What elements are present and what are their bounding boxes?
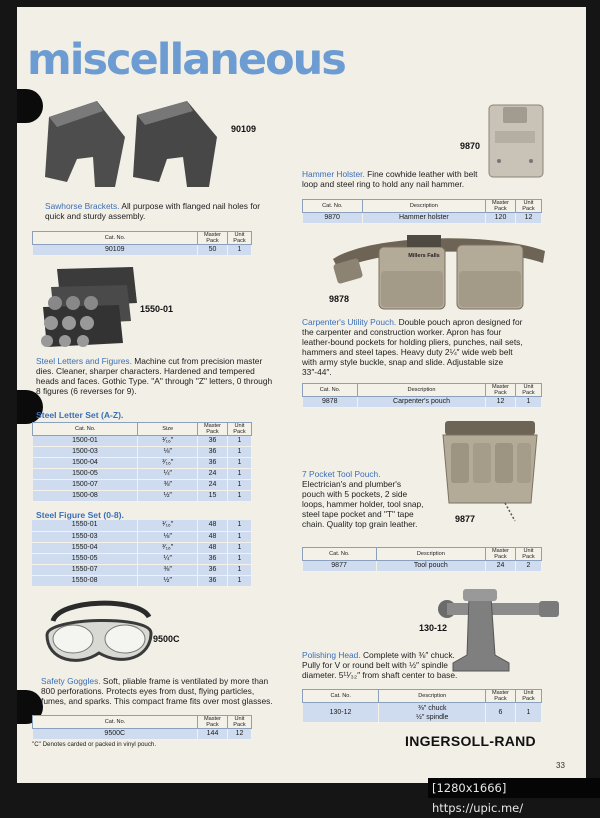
cell: 24 bbox=[198, 480, 228, 491]
product-text: Fine cowhide leather with belt loop and steel ring to hold any nail hammer. bbox=[302, 169, 478, 189]
cell: 48 bbox=[198, 531, 228, 542]
cell: 1500-05 bbox=[33, 469, 138, 480]
cell: 1500-07 bbox=[33, 480, 138, 491]
cell: 15 bbox=[198, 491, 228, 502]
cell: Tool pouch bbox=[376, 561, 485, 572]
sawhorse-brackets-image bbox=[37, 97, 237, 197]
table-row bbox=[32, 553, 252, 564]
cell: ½″ bbox=[138, 575, 198, 586]
col-header: Unit Pack bbox=[228, 716, 252, 729]
holster-table bbox=[302, 199, 542, 224]
table-row bbox=[33, 245, 252, 256]
polishing-table bbox=[302, 689, 542, 723]
product-heading: Carpenter's Utility Pouch. bbox=[302, 317, 397, 327]
col-header: Cat. No. bbox=[303, 548, 377, 561]
cell: 90109 bbox=[33, 245, 198, 256]
pouch-label: Millers Falls bbox=[408, 253, 440, 259]
col-header: Size bbox=[138, 423, 198, 436]
footnote: "C" Denotes carded or packed in vinyl pouch. bbox=[32, 741, 157, 748]
cell: 1 bbox=[228, 480, 252, 491]
cell: 9878 bbox=[303, 397, 358, 408]
table-row bbox=[32, 575, 252, 586]
table-row bbox=[33, 458, 252, 469]
tool-pouch-image bbox=[435, 417, 545, 523]
table-row bbox=[303, 561, 542, 572]
product-heading: Polishing Head. bbox=[302, 650, 361, 660]
col-header: Description bbox=[358, 384, 486, 397]
cell: 1500-08 bbox=[33, 491, 138, 502]
table-row bbox=[33, 491, 252, 502]
cell: ¼″ bbox=[138, 469, 198, 480]
col-header: Unit Pack bbox=[516, 690, 542, 703]
sawhorse-table bbox=[32, 231, 252, 256]
pouch-table bbox=[302, 383, 542, 408]
cell: 1500-04 bbox=[33, 458, 138, 469]
cell: 1 bbox=[228, 575, 252, 586]
cell: 1 bbox=[228, 458, 252, 469]
cell: 48 bbox=[198, 542, 228, 553]
product-code: 9878 bbox=[329, 294, 350, 304]
cell: 36 bbox=[198, 575, 228, 586]
cell: 144 bbox=[198, 729, 228, 740]
cell: 120 bbox=[486, 213, 516, 224]
cell: 24 bbox=[486, 561, 516, 572]
page-title: miscellaneous bbox=[27, 35, 345, 85]
cell: 9870 bbox=[303, 213, 363, 224]
cell: 130-12 bbox=[303, 703, 379, 723]
letter-set-title: Steel Letter Set (A-Z). bbox=[36, 410, 124, 420]
cell: 1 bbox=[228, 553, 252, 564]
carpenters-pouch-image bbox=[329, 229, 551, 317]
product-heading: Sawhorse Brackets. bbox=[45, 201, 120, 211]
cell: 1550-03 bbox=[32, 531, 138, 542]
cell-line: ½″ spindle bbox=[415, 713, 449, 721]
product-code: 9500C bbox=[153, 634, 180, 644]
product-text: Complete with ⅜″ chuck. Pully for V or round belt with ½″ spindle diameter. 5¹¹⁄₃₂″ from shaft center to base. bbox=[302, 650, 458, 680]
cell: ¹⁄₁₆″ bbox=[138, 436, 198, 447]
cell: 1 bbox=[516, 703, 542, 723]
cell: 1 bbox=[228, 531, 252, 542]
hammer-holster-image bbox=[485, 103, 547, 181]
cell: 36 bbox=[198, 447, 228, 458]
product-heading: Safety Goggles. bbox=[41, 676, 101, 686]
table-row bbox=[33, 480, 252, 491]
figure-set-table bbox=[32, 520, 252, 587]
polishing-description bbox=[302, 650, 468, 680]
cell: ⅜″ bbox=[138, 564, 198, 575]
cell: 1 bbox=[516, 397, 542, 408]
cell: 1 bbox=[228, 520, 252, 531]
cell: 1550-04 bbox=[32, 542, 138, 553]
product-heading: 7 Pocket Tool Pouch. bbox=[302, 469, 381, 479]
cell-line: ⅜″ chuck bbox=[417, 704, 447, 712]
cell: ¹⁄₁₆″ bbox=[138, 520, 198, 531]
cell: ⅛″ bbox=[138, 531, 198, 542]
image-size-badge: [1280x1666] https://upic.me/ bbox=[428, 778, 600, 798]
product-code: 90109 bbox=[231, 124, 257, 134]
product-text: Double pouch apron designed for the carpenter and construction worker. Apron has four leather-bound pockets for holding pliers, punches, nail sets, hammers and steel tapes. Heavy duty 2¼″ wide web belt with army style buckle, snap and slide. Adjustable size 33″-44″. bbox=[302, 317, 523, 377]
cell: ³⁄₁₆″ bbox=[138, 458, 198, 469]
col-header: Cat. No. bbox=[303, 200, 363, 213]
holster-description bbox=[302, 169, 482, 189]
table-row bbox=[303, 397, 542, 408]
cell: 9500C bbox=[33, 729, 198, 740]
col-header: Master Pack bbox=[198, 232, 228, 245]
cell: 1 bbox=[228, 564, 252, 575]
goggles-table bbox=[32, 715, 252, 740]
col-header: Master Pack bbox=[486, 548, 516, 561]
product-text: All purpose with flanged nail holes for quick and sturdy assembly. bbox=[45, 201, 261, 221]
cell: ½″ bbox=[138, 491, 198, 502]
cell: 9877 bbox=[303, 561, 377, 572]
cell: 1 bbox=[228, 491, 252, 502]
col-header: Master Pack bbox=[198, 716, 228, 729]
cell: 1 bbox=[228, 542, 252, 553]
cell: ⅜″ bbox=[138, 480, 198, 491]
cell: 1550-05 bbox=[32, 553, 138, 564]
col-header: Cat. No. bbox=[303, 384, 358, 397]
cell: 50 bbox=[198, 245, 228, 256]
table-row bbox=[33, 729, 252, 740]
cell: ¼″ bbox=[138, 553, 198, 564]
table-row bbox=[32, 520, 252, 531]
cell: 36 bbox=[198, 553, 228, 564]
cell: ⅛″ bbox=[138, 447, 198, 458]
col-header: Cat. No. bbox=[33, 423, 138, 436]
cell: Carpenter's pouch bbox=[358, 397, 486, 408]
cell: 6 bbox=[486, 703, 516, 723]
cell: ³⁄₁₆″ bbox=[138, 542, 198, 553]
letters-description bbox=[36, 356, 276, 396]
cell bbox=[379, 703, 486, 723]
cell: 1550-08 bbox=[32, 575, 138, 586]
cell: 36 bbox=[198, 458, 228, 469]
col-header: Unit Pack bbox=[516, 200, 542, 213]
product-code: 130-12 bbox=[419, 623, 448, 633]
col-header: Unit Pack bbox=[516, 548, 542, 561]
cell: 24 bbox=[198, 469, 228, 480]
letter-set-table bbox=[32, 422, 252, 502]
table-row bbox=[32, 542, 252, 553]
cell: 36 bbox=[198, 436, 228, 447]
col-header: Unit Pack bbox=[228, 232, 252, 245]
product-code: 9870 bbox=[460, 141, 481, 151]
cell: 12 bbox=[228, 729, 252, 740]
col-header: Cat. No. bbox=[33, 716, 198, 729]
cell: 1 bbox=[228, 469, 252, 480]
toolpouch-description bbox=[302, 469, 424, 529]
col-header: Master Pack bbox=[486, 200, 516, 213]
cell: 1 bbox=[228, 436, 252, 447]
toolpouch-table bbox=[302, 547, 542, 572]
col-header: Description bbox=[379, 690, 486, 703]
page-number: 33 bbox=[556, 761, 565, 770]
cell: 1550-07 bbox=[32, 564, 138, 575]
table-row bbox=[33, 447, 252, 458]
safety-goggles-image bbox=[39, 595, 159, 673]
col-header: Cat. No. bbox=[303, 690, 379, 703]
col-header: Master Pack bbox=[486, 690, 516, 703]
product-code: 1550-01 bbox=[140, 304, 174, 314]
cell: 1550-01 bbox=[32, 520, 138, 531]
table-row bbox=[303, 213, 542, 224]
product-text: Soft, pliable frame is ventilated by more than 800 perforations. Protects eyes from dust, flying particles, fumes, and sparks. This compact frame fits over most glasses. bbox=[41, 676, 273, 706]
col-header: Cat. No. bbox=[33, 232, 198, 245]
col-header: Description bbox=[362, 200, 485, 213]
table-row bbox=[33, 436, 252, 447]
cell: 2 bbox=[516, 561, 542, 572]
cell: 36 bbox=[198, 564, 228, 575]
product-code: 9877 bbox=[455, 514, 476, 524]
col-header: Master Pack bbox=[486, 384, 516, 397]
col-header: Description bbox=[376, 548, 485, 561]
cell: 12 bbox=[516, 213, 542, 224]
brand-logo: INGERSOLL-RAND bbox=[405, 733, 536, 749]
catalog-page bbox=[17, 7, 586, 783]
cell: 1500-03 bbox=[33, 447, 138, 458]
table-row bbox=[32, 531, 252, 542]
sawhorse-description bbox=[45, 201, 271, 221]
col-header: Master Pack bbox=[198, 423, 228, 436]
table-row bbox=[32, 564, 252, 575]
cell: 1 bbox=[228, 447, 252, 458]
cell: 1500-01 bbox=[33, 436, 138, 447]
pouch-description bbox=[302, 317, 526, 377]
table-row bbox=[303, 703, 542, 723]
cell: 12 bbox=[486, 397, 516, 408]
table-row bbox=[33, 469, 252, 480]
steel-letters-image bbox=[37, 263, 139, 355]
goggles-description bbox=[41, 676, 273, 706]
product-heading: Steel Letters and Figures. bbox=[36, 356, 132, 366]
product-text: Electrician's and plumber's pouch with 5 pockets, 2 side loops, hammer holder, tool snap, steel tape pocket and "T" tape chain. Quality top grain leather. bbox=[302, 479, 424, 529]
col-header: Unit Pack bbox=[228, 423, 252, 436]
cell: 48 bbox=[198, 520, 228, 531]
col-header: Unit Pack bbox=[516, 384, 542, 397]
product-heading: Hammer Holster. bbox=[302, 169, 365, 179]
cell: Hammer holster bbox=[362, 213, 485, 224]
product-text: Machine cut from precision master dies. Cleaner, sharper characters. Hardened and tempered heads and faces. Gothic Type. "A" through "Z" letters, 0 through 8 figures (6 reverses for 9). bbox=[36, 356, 273, 396]
figure-set-title: Steel Figure Set (0-8). bbox=[36, 510, 124, 520]
cell: 1 bbox=[228, 245, 252, 256]
